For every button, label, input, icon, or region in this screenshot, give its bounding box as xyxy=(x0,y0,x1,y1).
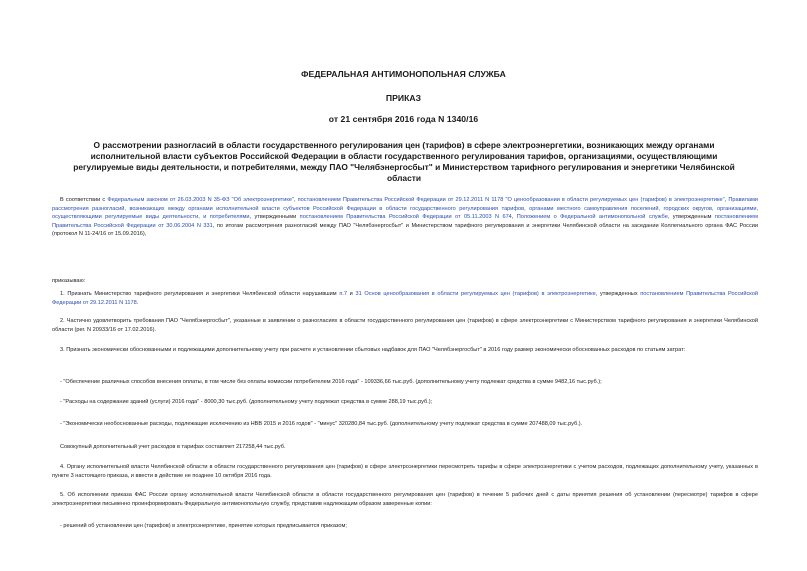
order-item-5-sub: - решений об установлении цен (тарифов) в электроэнергетике, принятие которых предписывается приказом; xyxy=(60,523,347,529)
link-clause-7[interactable]: п.7 xyxy=(339,291,348,297)
order-item-3: 3. Признать экономически обоснованными и подлежащими дополнительному учету при расчете и установлении сбытовых надбавок для ПАО "Челябэнергосбыт" в 2016 году размер экономически обоснованных расходов по статьям затрат: xyxy=(60,347,686,353)
preamble-text: , по итогам рассмотрения разногласий между ПАО "Челябэнергосбыт" и Министерством тарифного регулирования и энергетики Челябинской области на заседании Коллегиального органа ФАС России (протокол N 11-24/16 от 15.09.2016), xyxy=(52,222,758,238)
preamble-paragraph xyxy=(52,196,758,239)
link-resolution-674[interactable]: постановлением Правительства Российской Федерации от 05.11.2003 N 674 xyxy=(299,214,512,221)
order-item-1 xyxy=(52,290,758,307)
agency-name: ФЕДЕРАЛЬНАЯ АНТИМОНОПОЛЬНАЯ СЛУЖБА xyxy=(301,69,506,79)
preamble-text: , утвержденным xyxy=(667,214,715,221)
order-item-4: 4. Органу исполнительной власти Челябинской области в области государственного регулирования цен (тарифов) в сфере электроэнергетики пересмотреть тарифы в сфере электроэнергетики с учетом расходов, подлежащих дополнительному учету, указанных в пункте 3 настоящего приказа, и ввести в действие не позднее 10 октября 2016 года. xyxy=(52,464,758,479)
orders-label: приказываю: xyxy=(52,278,86,284)
preamble-text: , xyxy=(724,197,729,203)
cost-bullet-3: - "Экономически необоснованные расходы, подлежащие исключению из НВВ 2015 и 2016 годов" - "минус" 320280,84 тыс.руб. (дополнительному учету подлежат средства в сумме 207488,09 тыс.руб.). xyxy=(60,421,583,427)
preamble-text: , xyxy=(511,214,517,221)
cost-bullet-2: - "Расходы на содержание зданий (услуги) 2016 года" - 8000,30 тыс.руб. (дополнительному учету подлежат средства в сумме 288,19 тыс.руб.); xyxy=(60,399,433,405)
item-text: , утвержденных xyxy=(595,291,641,297)
document-title: О рассмотрении разногласий в области государственного регулирования цен (тарифов) в сфере электроэнергетики, возникающих между органами исполнительной власти субъектов Российской Федерации в области государственного регулирования тарифов, организациями, осуществляющими регулируемые виды деятельности, и потребителями, между ПАО "Челябэнергосбыт" и Министерством тарифного регулирования и энергетики Челябинской области xyxy=(73,140,735,183)
preamble-text: , xyxy=(293,197,298,203)
order-item-2: 2. Частично удовлетворить требования ПАО "Челябэнергосбыт", указанные в заявлении о разногласиях в области государственного регулирования цен (тарифов) в сфере электроэнергетики с Министерством тарифного регулирования и энергетики Челябинской области (рег. N 20933/16 от 17.02.2016). xyxy=(52,318,758,333)
link-fas-regulation[interactable]: Положением о Федеральной антимонопольной службе xyxy=(516,214,668,221)
link-resolution-1178-b[interactable]: постановлением Правительства Российской Федерации от 29.12.2011 N 1178 xyxy=(52,291,759,306)
item-text: 1. Признать Министерство тарифного регулирования и энергетики Челябинской области нарушившим xyxy=(60,291,340,297)
item-text: . xyxy=(136,299,139,306)
order-item-5: 5. Об исполнении приказа ФАС России органу исполнительной власти Челябинской области в области государственного регулирования цен (тарифов) в течение 5 рабочих дней с даты принятия решения об установлении (пересмотре) тарифов в сфере электроэнергетики письменно проинформировать Федеральную антимонопольную службу, представив надлежащим образом заверенные копии: xyxy=(52,492,758,507)
cost-bullet-1: - "Обеспечение различных способов внесения оплаты, в том числе без оплаты комиссии потребителем 2016 года" - 109336,66 тыс.руб. (дополнительному учету подлежат средства в сумме 9482,16 тыс.руб.); xyxy=(60,379,602,385)
link-pricing-fundamentals[interactable]: 31 Основ ценообразования в области регулируемых цен (тарифов) в электроэнергетике xyxy=(355,291,596,297)
link-dispute-rules[interactable]: Правилами рассмотрения разногласий, возникающих между органами исполнительной власти субъектов Российской Федерации в области государственного регулирования тарифов, органами местного самоуправления поселений, городских округов, организациями, осуществляющими регулируемые виды деятельности, и потребителями xyxy=(52,197,759,221)
link-federal-law[interactable]: Федеральным законом от 26.03.2003 N 35-ФЗ "Об электроэнергетике" xyxy=(107,197,294,203)
preamble-text: , утвержденными xyxy=(249,214,300,221)
link-resolution-331[interactable]: постановлением Правительства Российской Федерации от 30.06.2004 N 331 xyxy=(52,214,758,229)
document-date-number: от 21 сентября 2016 года N 1340/16 xyxy=(328,114,479,124)
total-costs: Совокупный дополнительный учет расходов в тарифах составляет 217258,44 тыс.руб. xyxy=(60,444,286,450)
document-type: ПРИКАЗ xyxy=(385,93,422,103)
link-resolution-1178[interactable]: постановлением Правительства Российской Федерации от 29.12.2011 N 1178 "О ценообразовании в области регулируемых цен (тарифов) в электроэнергетике" xyxy=(297,197,725,203)
preamble-text: В соответствии с xyxy=(60,197,108,203)
item-text: и xyxy=(347,291,356,297)
